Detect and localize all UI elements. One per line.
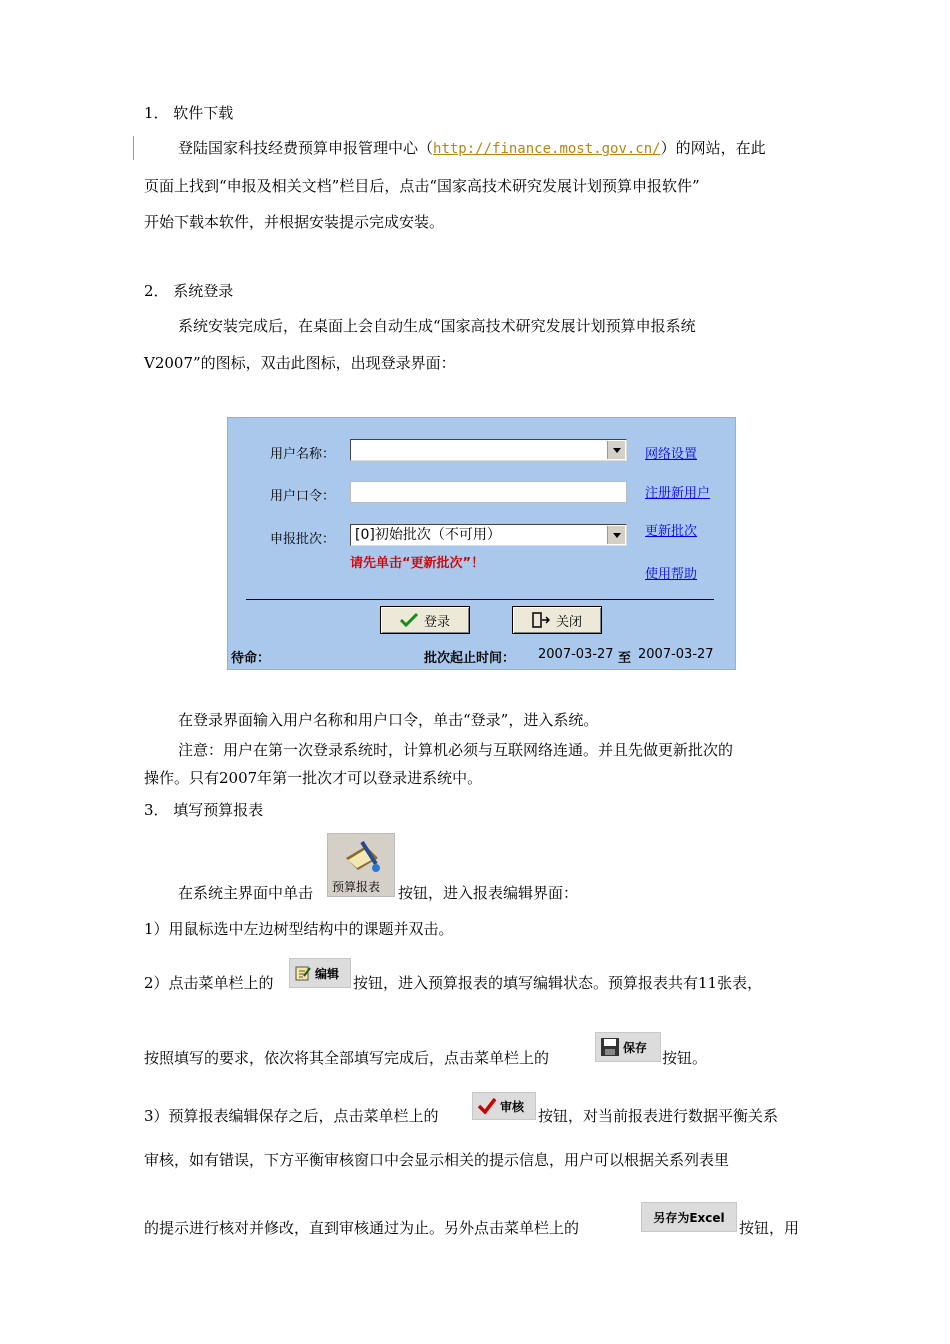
step-2-line-2-after: 按钮。 <box>662 1049 708 1067</box>
section-2-heading: 2． 系统登录 <box>144 282 234 300</box>
step-2-after: 按钮，进入预算报表的填写编辑状态。预算报表共有11张表， <box>353 974 763 992</box>
section-1-paragraph-line-1 <box>178 138 766 159</box>
close-button[interactable] <box>512 606 602 634</box>
report-edit-icon <box>342 838 382 876</box>
section-1-paragraph-line-2: 页面上找到“申报及相关文档”栏目后，点击“国家高技术研究发展计划预算申报软件” <box>144 177 700 195</box>
budget-report-button-label: 预算报表 <box>332 880 381 894</box>
login-button-label: 登录 <box>423 614 450 630</box>
dialog-divider <box>246 599 714 600</box>
finance-site-link[interactable]: http://finance.most.gov.cn/ <box>433 141 661 157</box>
password-label: 用户口令： <box>270 489 336 504</box>
step-3-line-3-after: 按钮，用 <box>739 1219 800 1237</box>
checkmark-icon <box>400 612 418 628</box>
step-3-line-3-before: 的提示进行核对并修改，直到审核通过为止。另外点击菜单栏上的 <box>144 1219 580 1237</box>
save-button-label: 保存 <box>623 1040 648 1055</box>
network-settings-link[interactable]: 网络设置 <box>645 447 698 462</box>
period-start: 2007-03-27 <box>538 647 614 662</box>
help-link[interactable]: 使用帮助 <box>645 567 698 582</box>
login-instruction: 在登录界面输入用户名称和用户口令，单击“登录”，进入系统。 <box>178 711 599 729</box>
batch-label: 申报批次： <box>270 532 336 547</box>
login-button[interactable] <box>380 606 470 634</box>
save-as-excel-button-label: 另存为Excel <box>653 1210 725 1225</box>
update-batch-link[interactable]: 更新批次 <box>645 524 698 539</box>
note-line-1: 注意：用户在第一次登录系统时，计算机必须与互联网络连通。并且先做更新批次的 <box>178 741 734 759</box>
step-3-after: 按钮，对当前报表进行数据平衡关系 <box>538 1107 779 1125</box>
section-3-heading: 3． 填写预算报表 <box>144 801 264 819</box>
step-2-before: 2）点击菜单栏上的 <box>144 974 274 992</box>
text-fragment: ）的网站，在此 <box>660 139 766 157</box>
close-button-label: 关闭 <box>555 614 582 630</box>
chevron-down-icon[interactable] <box>607 441 625 459</box>
floppy-disk-icon <box>600 1037 620 1057</box>
period-label: 批次起止时间： <box>424 651 516 666</box>
batch-select[interactable] <box>350 524 627 546</box>
step-3-line-2: 审核，如有错误，下方平衡审核窗口中会显示相关的提示信息，用户可以根据关系列表里 <box>144 1151 730 1169</box>
period-end: 2007-03-27 <box>638 647 714 662</box>
step-2-line-2-before: 按照填写的要求，依次将其全部填写完成后，点击菜单栏上的 <box>144 1049 550 1067</box>
audit-button-label: 审核 <box>500 1099 525 1114</box>
section-1-paragraph-line-3: 开始下载本软件，并根据安装提示完成安装。 <box>144 213 445 231</box>
checkmark-icon <box>477 1097 497 1115</box>
status-label: 待命： <box>231 651 271 666</box>
register-user-link[interactable]: 注册新用户 <box>645 486 711 501</box>
step-1: 1）用鼠标选中左边树型结构中的课题并双击。 <box>144 920 454 938</box>
chevron-down-icon[interactable] <box>607 526 625 544</box>
text-fragment: 登陆国家科技经费预算申报管理中心（ <box>178 139 434 157</box>
save-toolbar-button[interactable] <box>595 1032 661 1062</box>
section-2-paragraph-line-1: 系统安装完成后，在桌面上会自动生成“国家高技术研究发展计划预算申报系统 <box>178 317 696 335</box>
login-dialog <box>227 417 736 670</box>
save-as-excel-toolbar-button[interactable] <box>641 1202 737 1232</box>
audit-toolbar-button[interactable] <box>472 1092 536 1120</box>
note-line-2: 操作。只有2007年第一批次才可以登录进系统中。 <box>144 769 483 787</box>
batch-warning: 请先单击“更新批次”！ <box>350 556 485 571</box>
password-input[interactable] <box>350 481 627 503</box>
section-3-intro-after: 按钮，进入报表编辑界面： <box>398 884 579 902</box>
edit-button-label: 编辑 <box>315 966 340 981</box>
edit-icon <box>294 964 312 982</box>
section-1-heading: 1． 软件下载 <box>144 104 234 122</box>
username-label: 用户名称： <box>270 447 336 462</box>
budget-report-toolbar-button[interactable] <box>327 833 395 897</box>
step-3-before: 3）预算报表编辑保存之后，点击菜单栏上的 <box>144 1107 439 1125</box>
section-2-paragraph-line-2: V2007”的图标，双击此图标，出现登录界面： <box>144 354 456 372</box>
username-combobox[interactable] <box>350 439 627 461</box>
exit-door-icon <box>532 612 550 628</box>
margin-cursor <box>133 136 134 160</box>
batch-selected-value: [0]初始批次（不可用） <box>355 527 501 543</box>
section-3-intro-before: 在系统主界面中单击 <box>178 884 314 902</box>
edit-toolbar-button[interactable] <box>289 958 351 988</box>
period-separator: 至 <box>618 651 632 666</box>
